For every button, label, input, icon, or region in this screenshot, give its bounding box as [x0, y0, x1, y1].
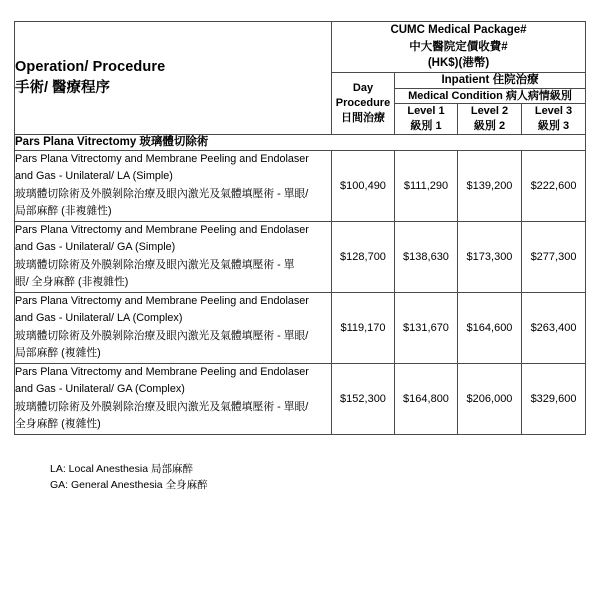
procedure-zh-line1: 玻璃體切除術及外膜剝除治療及眼內激光及氣體填壓術 - 單 [15, 258, 295, 271]
price-day-procedure: $119,170 [332, 292, 395, 363]
table-row [15, 363, 586, 434]
medical-condition-header-cell: Medical Condition 病人病情級別 [395, 88, 586, 103]
operation-procedure-header-cell [15, 22, 332, 135]
procedure-zh-line2: 局部麻醉 (複雜性) [15, 347, 101, 360]
operation-procedure-title-zh: 手術/ 醫療程序 [15, 79, 111, 96]
procedure-zh-line2: 全身麻醉 (複雜性) [15, 418, 101, 431]
day-procedure-zh: 日間治療 [341, 111, 385, 124]
price-level-3: $329,600 [522, 363, 586, 434]
day-procedure-line1: Day [352, 82, 374, 95]
table-row [15, 150, 586, 221]
price-level-3: $263,400 [522, 292, 586, 363]
level-2-label-zh: 級別 2 [473, 120, 506, 133]
procedure-en-line1: Pars Plana Vitrectomy and Membrane Peeling and Endolaser [15, 223, 309, 236]
procedure-description-cell [15, 150, 332, 221]
level-3-label-en: Level 3 [534, 105, 573, 118]
procedure-zh-line1: 玻璃體切除術及外膜剝除治療及眼內激光及氣體填壓術 - 單眼/ [15, 400, 309, 413]
table-row [15, 292, 586, 363]
level-1-header-cell [395, 104, 458, 135]
procedure-description-cell [15, 363, 332, 434]
procedure-en-line1: Pars Plana Vitrectomy and Membrane Peeling and Endolaser [15, 294, 309, 307]
price-level-2: $206,000 [458, 363, 522, 434]
procedure-en-line1: Pars Plana Vitrectomy and Membrane Peeling and Endolaser [15, 365, 309, 378]
section-label-pars-plana-vitrectomy: Pars Plana Vitrectomy 玻璃體切除術 [15, 134, 586, 150]
procedure-en-line2: and Gas - Unilateral/ LA (Complex) [15, 312, 183, 325]
day-procedure-header-cell [332, 73, 395, 135]
procedure-zh-line2: 眼/ 全身麻醉 (非複雜性) [15, 276, 129, 289]
procedure-description-cell [15, 221, 332, 292]
level-3-label-zh: 級別 3 [537, 120, 570, 133]
procedure-zh-line2: 局部麻醉 (非複雜性) [15, 205, 112, 218]
operation-procedure-title-en: Operation/ Procedure [15, 59, 166, 76]
package-title-zh: 中大醫院定價收費# [409, 40, 508, 53]
level-2-label-en: Level 2 [470, 105, 509, 118]
inpatient-header-cell: Inpatient 住院治療 [395, 73, 586, 89]
price-level-2: $173,300 [458, 221, 522, 292]
footnotes [50, 461, 208, 494]
level-3-header-cell [522, 104, 586, 135]
procedure-zh-line1: 玻璃體切除術及外膜剝除治療及眼內激光及氣體填壓術 - 單眼/ [15, 187, 309, 200]
level-2-header-cell [458, 104, 522, 135]
price-level-2: $164,600 [458, 292, 522, 363]
price-day-procedure: $128,700 [332, 221, 395, 292]
day-procedure-line2: Procedure [335, 97, 391, 110]
price-day-procedure: $152,300 [332, 363, 395, 434]
price-level-3: $277,300 [522, 221, 586, 292]
procedure-en-line2: and Gas - Unilateral/ LA (Simple) [15, 170, 173, 183]
price-level-1: $131,670 [395, 292, 458, 363]
procedure-en-line2: and Gas - Unilateral/ GA (Simple) [15, 241, 176, 254]
cumc-medical-package-header-cell [332, 22, 586, 73]
medical-package-price-table [14, 21, 586, 435]
level-1-label-en: Level 1 [407, 105, 445, 118]
section-header-row [15, 134, 586, 150]
procedure-en-line2: and Gas - Unilateral/ GA (Complex) [15, 383, 185, 396]
price-day-procedure: $100,490 [332, 150, 395, 221]
package-currency: (HK$)(港幣) [427, 57, 490, 70]
procedure-en-line1: Pars Plana Vitrectomy and Membrane Peeling and Endolaser [15, 152, 309, 165]
table-row [15, 221, 586, 292]
table-header-row-1 [15, 22, 586, 73]
level-1-label-zh: 級別 1 [410, 120, 442, 133]
price-level-2: $139,200 [458, 150, 522, 221]
price-level-1: $164,800 [395, 363, 458, 434]
package-title-en: CUMC Medical Package# [390, 24, 527, 36]
procedure-description-cell [15, 292, 332, 363]
price-level-1: $111,290 [395, 150, 458, 221]
price-level-3: $222,600 [522, 150, 586, 221]
footnote-ga: GA: General Anesthesia 全身麻醉 [50, 479, 208, 492]
procedure-zh-line1: 玻璃體切除術及外膜剝除治療及眼內激光及氣體填壓術 - 單眼/ [15, 329, 309, 342]
price-level-1: $138,630 [395, 221, 458, 292]
footnote-la: LA: Local Anesthesia 局部麻醉 [50, 463, 193, 475]
